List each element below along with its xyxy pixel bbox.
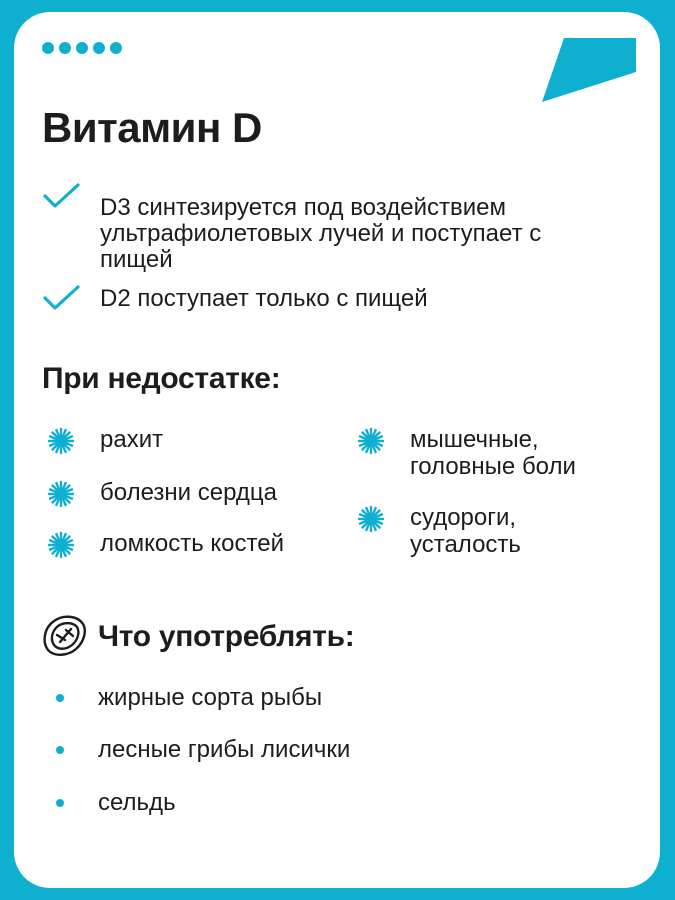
fact-text: D2 поступает только с пищей: [100, 285, 428, 312]
info-card: [14, 12, 660, 888]
starburst-icon: [46, 426, 76, 456]
fact-item: [42, 182, 620, 273]
deficiency-item: [356, 504, 570, 558]
dot: [93, 42, 105, 54]
food-item: [56, 789, 176, 817]
deficiency-item: [46, 479, 277, 509]
pagination-dots: [42, 42, 122, 54]
starburst-icon: [46, 479, 76, 509]
dot: [59, 42, 71, 54]
deficiency-item: [46, 530, 284, 560]
food-text: лесные грибы лисички: [98, 736, 351, 763]
deficiency-text: рахит: [100, 426, 164, 453]
food-text: жирные сорта рыбы: [98, 684, 323, 711]
dot: [110, 42, 122, 54]
check-icon: [42, 182, 82, 212]
bullet-icon: [56, 746, 64, 754]
deficiency-item: [46, 426, 163, 456]
deficiency-item: [356, 426, 630, 480]
deficiency-text: ломкость костей: [100, 530, 284, 557]
food-text: сельдь: [98, 789, 176, 816]
check-icon: [42, 284, 82, 314]
dot: [76, 42, 88, 54]
starburst-icon: [46, 530, 76, 560]
page-title: Витамин D: [42, 104, 262, 151]
deficiency-text: судороги, усталость: [410, 504, 521, 558]
dot: [42, 42, 54, 54]
fact-item: [42, 284, 620, 314]
bullet-icon: [56, 799, 64, 807]
food-item: [56, 684, 322, 712]
bullet-icon: [56, 694, 64, 702]
deficiency-heading: При недостатке:: [42, 362, 281, 395]
fish-steak-icon: [40, 612, 88, 660]
fact-text: D3 синтезируется под воздействием ультрафиолетовых лучей и поступает с пищей: [100, 194, 542, 273]
starburst-icon: [356, 426, 386, 456]
deficiency-text: болезни сердца: [100, 479, 277, 506]
food-heading: Что употреблять:: [98, 620, 355, 653]
corner-shape-icon: [542, 38, 636, 102]
food-item: [56, 736, 350, 764]
starburst-icon: [356, 504, 386, 534]
deficiency-text: мышечные, головные боли: [410, 426, 576, 480]
